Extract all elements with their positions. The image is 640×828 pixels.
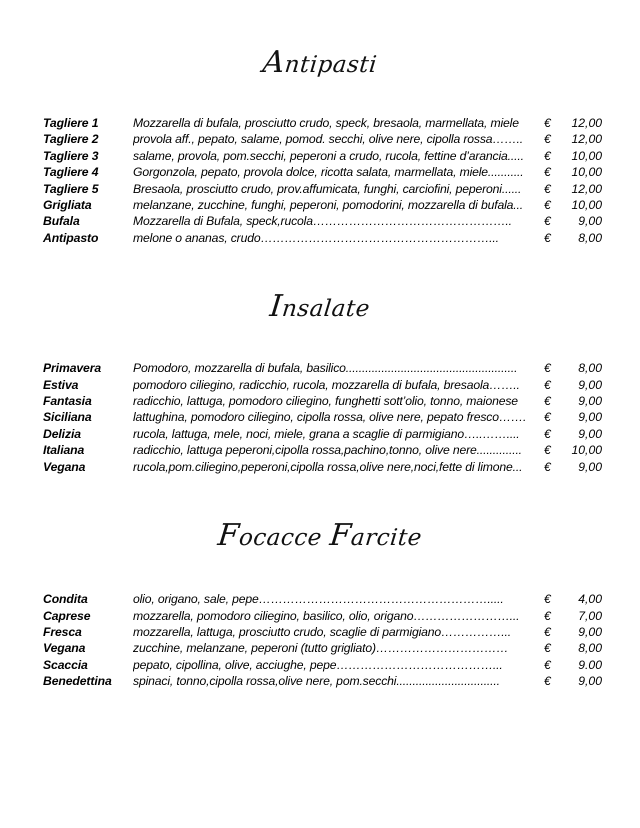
- menu-item-description: radicchio, lattuga, pomodoro ciliegino, funghetti sott’olio, tonno, maionese: [133, 394, 518, 409]
- price-amount: 10,00: [571, 198, 602, 213]
- price-amount: 9,00: [578, 624, 602, 639]
- price-amount: 7,00: [578, 608, 602, 623]
- section-title-initial: F: [216, 518, 242, 554]
- menu-item-description: pepato, cipollina, olive, acciughe, pepe…………………………………...: [133, 657, 503, 672]
- menu-item-price: [544, 230, 602, 246]
- menu-section-insalate: [0, 246, 640, 475]
- price-amount: 10,00: [571, 165, 602, 180]
- currency-symbol: €: [544, 624, 551, 639]
- currency-symbol: €: [544, 394, 551, 409]
- menu-item-price: [544, 624, 602, 640]
- menu-item-row: [0, 591, 640, 607]
- price-amount: 9,00: [578, 426, 602, 441]
- menu-item-description: Pomodoro, mozzarella di bufala, basilico.....................................................: [133, 361, 518, 376]
- price-amount: 9,00: [578, 394, 602, 409]
- section-title-rest: ocacce: [237, 525, 332, 552]
- menu-item-row: [0, 164, 640, 180]
- menu-item-row: [0, 624, 640, 640]
- currency-symbol: €: [544, 214, 551, 229]
- menu-item-row: [0, 409, 640, 425]
- menu-item-name: Tagliere 1: [43, 116, 99, 130]
- menu-item-name: Tagliere 4: [43, 165, 99, 180]
- price-amount: 9,00: [578, 214, 602, 229]
- menu-item-row: [0, 197, 640, 213]
- menu-item-row: [0, 459, 640, 475]
- menu-item-name: Antipasto: [43, 230, 99, 245]
- menu-item-description: Bresaola, prosciutto crudo, prov.affumicata, funghi, carciofini, peperoni......: [133, 181, 522, 196]
- price-amount: 12,00: [571, 181, 602, 196]
- section-title-antipasti: [0, 45, 640, 80]
- menu-item-name: Condita: [43, 592, 88, 607]
- currency-symbol: €: [544, 148, 551, 163]
- price-amount: 9,00: [578, 410, 602, 425]
- currency-symbol: €: [544, 165, 551, 180]
- menu-item-row: [0, 181, 640, 197]
- menu-item-description: zucchine, melanzane, peperoni (tutto grigliato)……………………………: [133, 641, 509, 656]
- currency-symbol: €: [544, 230, 551, 245]
- menu-item-row: [0, 360, 640, 376]
- menu-item-name: Primavera: [43, 361, 102, 376]
- menu-item-price: [544, 148, 602, 164]
- menu-item-description: olio, origano, sale, pepe………………………………………………….....: [133, 592, 504, 607]
- menu-item-name: Tagliere 2: [43, 132, 99, 147]
- menu-item-row: [0, 608, 640, 624]
- menu-item-price: [544, 377, 602, 393]
- menu-item-list-insalate: [0, 360, 640, 475]
- menu-item-name: Italiana: [43, 443, 85, 458]
- currency-symbol: €: [544, 426, 551, 441]
- menu-item-description: provola aff., pepato, salame, pomod. secchi, olive nere, cipolla rossa……..: [133, 132, 523, 147]
- price-amount: 9.00: [578, 657, 602, 672]
- menu-item-price: [544, 164, 602, 180]
- menu-item-row: [0, 657, 640, 673]
- currency-symbol: €: [544, 132, 551, 147]
- currency-symbol: €: [544, 459, 551, 474]
- section-title-insalate: [0, 289, 640, 325]
- menu-item-row: [0, 115, 640, 131]
- menu-section-antipasti: [0, 0, 640, 246]
- menu-item-row: [0, 640, 640, 656]
- currency-symbol: €: [544, 592, 551, 607]
- price-amount: 8,00: [578, 641, 602, 656]
- menu-item-name: Delizia: [43, 426, 81, 441]
- menu-item-description: spinaci, tonno,cipolla rossa,olive nere, pom.secchi................................: [133, 674, 500, 689]
- menu-item-name: Fresca: [43, 624, 82, 639]
- price-amount: 10,00: [571, 148, 602, 163]
- currency-symbol: €: [544, 361, 551, 376]
- currency-symbol: €: [544, 410, 551, 425]
- currency-symbol: €: [544, 116, 551, 130]
- price-amount: 8,00: [578, 230, 602, 245]
- price-amount: 4,00: [578, 592, 602, 607]
- menu-item-price: [544, 442, 602, 458]
- currency-symbol: €: [544, 608, 551, 623]
- menu-item-name: Benedettina: [43, 674, 112, 689]
- currency-symbol: €: [544, 641, 551, 656]
- menu-item-price: [544, 115, 602, 131]
- section-title-initial: A: [260, 45, 287, 80]
- menu-item-description: radicchio, lattuga peperoni,cipolla rossa,pachino,tonno, olive nere..............: [133, 443, 522, 458]
- menu-section-focacce-farcite: [0, 475, 640, 689]
- menu-item-name: Grigliata: [43, 198, 92, 213]
- menu-item-price: [544, 459, 602, 475]
- currency-symbol: €: [544, 198, 551, 213]
- menu-item-description: pomodoro ciliegino, radicchio, rucola, mozzarella di bufala, bresaola……..: [133, 377, 520, 392]
- menu-item-name: Vegana: [43, 641, 86, 656]
- menu-item-name: Tagliere 5: [43, 181, 99, 196]
- menu-item-list-focacce-farcite: [0, 591, 640, 689]
- menu-item-row: [0, 426, 640, 442]
- price-amount: 10,00: [571, 443, 602, 458]
- menu-item-price: [544, 213, 602, 229]
- section-title-initial: I: [268, 289, 285, 325]
- menu-item-description: lattughina, pomodoro ciliegino, cipolla rossa, olive nere, pepato fresco…….: [133, 410, 527, 425]
- currency-symbol: €: [544, 674, 551, 689]
- price-amount: 9,00: [578, 377, 602, 392]
- menu-item-price: [544, 673, 602, 689]
- menu-item-row: [0, 377, 640, 393]
- menu-item-description: mozzarella, pomodoro ciliegino, basilico, olio, origano……………………...: [133, 608, 520, 623]
- menu-item-price: [544, 426, 602, 442]
- menu-item-row: [0, 131, 640, 147]
- menu-item-name: Scaccia: [43, 657, 88, 672]
- menu-item-price: [544, 409, 602, 425]
- menu-item-price: [544, 360, 602, 376]
- menu-item-description: melanzane, zucchine, funghi, peperoni, pomodorini, mozzarella di bufala...: [133, 198, 523, 213]
- menu-item-description: Mozzarella di bufala, prosciutto crudo, speck, bresaola, marmellata, miele: [133, 116, 519, 130]
- price-amount: 8,00: [578, 361, 602, 376]
- section-title-initial-second: F: [328, 518, 354, 554]
- menu-item-name: Vegana: [43, 459, 86, 474]
- menu-item-description: Mozzarella di Bufala, speck,rucola…………………………………………..: [133, 214, 512, 229]
- menu-item-name: Caprese: [43, 608, 91, 623]
- menu-item-row: [0, 213, 640, 229]
- menu-item-list-antipasti: [0, 115, 640, 246]
- menu-item-description: rucola,pom.ciliegino,peperoni,cipolla rossa,olive nere,noci,fette di limone...: [133, 459, 523, 474]
- price-amount: 9,00: [578, 674, 602, 689]
- menu-item-row: [0, 230, 640, 246]
- menu-item-price: [544, 591, 602, 607]
- menu-item-name: Siciliana: [43, 410, 92, 425]
- menu-item-description: Gorgonzola, pepato, provola dolce, ricotta salata, marmellata, miele...........: [133, 165, 524, 180]
- menu-item-row: [0, 393, 640, 409]
- menu-item-name: Tagliere 3: [43, 148, 99, 163]
- menu-item-row: [0, 442, 640, 458]
- menu-item-price: [544, 608, 602, 624]
- currency-symbol: €: [544, 377, 551, 392]
- menu-item-name: Estiva: [43, 377, 79, 392]
- menu-item-price: [544, 131, 602, 147]
- menu-item-price: [544, 640, 602, 656]
- currency-symbol: €: [544, 181, 551, 196]
- menu-item-row: [0, 148, 640, 164]
- section-title-focacce-farcite: [0, 518, 640, 554]
- menu-item-price: [544, 181, 602, 197]
- section-title-rest-second: arcite: [349, 525, 424, 552]
- menu-item-name: Fantasia: [43, 394, 92, 409]
- section-title-rest: ntipasti: [283, 52, 379, 78]
- price-amount: 12,00: [571, 116, 602, 130]
- menu-item-row: [0, 673, 640, 689]
- price-amount: 9,00: [578, 459, 602, 474]
- currency-symbol: €: [544, 657, 551, 672]
- menu-item-description: salame, provola, pom.secchi, peperoni a crudo, rucola, fettine d’arancia.....: [133, 148, 524, 163]
- menu-item-description: rucola, lattuga, mele, noci, miele, grana a scaglie di parmigiano…..……....: [133, 426, 520, 441]
- menu-item-price: [544, 197, 602, 213]
- currency-symbol: €: [544, 443, 551, 458]
- menu-item-price: [544, 657, 602, 673]
- menu-item-name: Bufala: [43, 214, 80, 229]
- menu-item-description: mozzarella, lattuga, prosciutto crudo, scaglie di parmigiano……………...: [133, 624, 511, 639]
- menu-item-description: melone o ananas, crudo…………………………………………………...: [133, 230, 499, 245]
- menu-item-price: [544, 393, 602, 409]
- section-title-rest: nsalate: [280, 296, 372, 323]
- price-amount: 12,00: [571, 132, 602, 147]
